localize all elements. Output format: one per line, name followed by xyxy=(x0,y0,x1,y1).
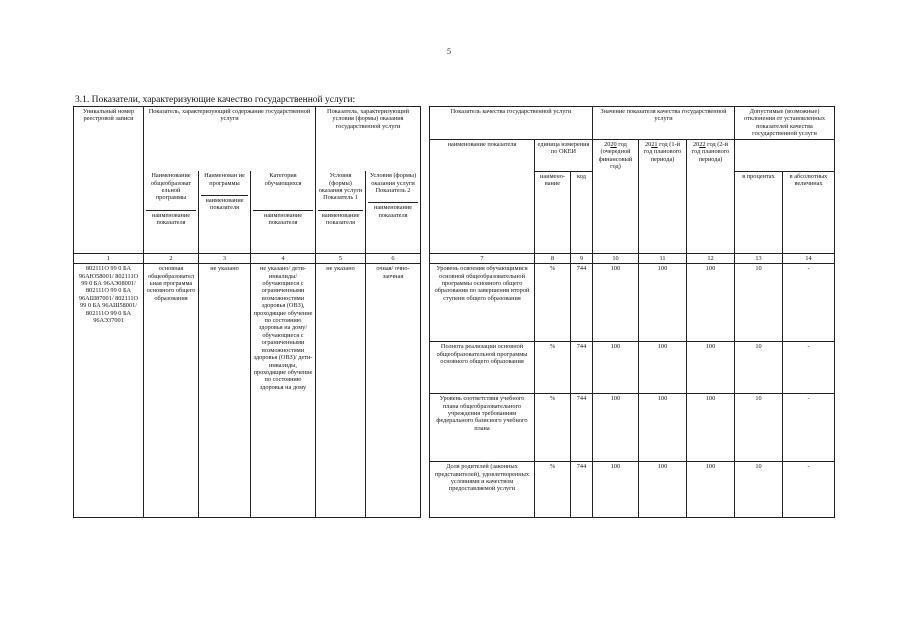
header-indicator-name: наименование показателя xyxy=(430,139,535,253)
program-value: основная общеобразовател ьная программа основного общего образования xyxy=(144,264,199,518)
header-unit-name: наимено-вание xyxy=(535,171,571,253)
condition-2-value: очная/ очно-заочная xyxy=(366,264,421,518)
header-program-name: Наименован ие программы наименование показателя xyxy=(199,171,251,253)
page-number: 5 xyxy=(447,47,451,56)
header-conditions: Показатель, характеризующий условия (формы) оказания государственной услуги xyxy=(316,107,421,140)
indicator-code: 744 xyxy=(571,342,593,394)
indicator-value-1: 100 xyxy=(593,462,639,518)
indicator-deviation-percent: 10 xyxy=(735,342,783,394)
indicator-name: Уровень соответствия учебного плана общеобразовательного учреждения требованиям федерального базисного учебного плана xyxy=(430,394,535,462)
indicator-value-3: 100 xyxy=(687,394,735,462)
indicator-deviation-absolute: - xyxy=(783,462,835,518)
indicator-value-3: 100 xyxy=(687,264,735,342)
quality-indicators-table xyxy=(73,106,835,518)
indicator-unit: % xyxy=(535,394,571,462)
indicator-value-3: 100 xyxy=(687,462,735,518)
indicator-value-1: 100 xyxy=(593,342,639,394)
program-name-value: не указано xyxy=(199,264,251,518)
indicator-name: Уровень освоения обучающимися основной общеобразовательной программы основного общего образования по завершении второй ступени общего образования xyxy=(430,264,535,342)
header-program: Наименование общеобразоват ельной программы наименование показателя xyxy=(144,171,199,253)
category-value: не указано/ дети-инвалиды/ обучающиеся с ограниченными возможностями здоровья (ОВЗ), проходящие обучение по состоянию здоровья на дому/ обучающиеся с ограниченными возможностями здоровья (ОВЗ)/ дети-инвалиды, проходящие обучение по состоянию здоровья на дому xyxy=(251,264,316,518)
column-numbers-row: 1 2 3 4 5 6 7 8 9 10 11 12 13 14 xyxy=(74,253,835,263)
indicator-value-3: 100 xyxy=(687,342,735,394)
header-registry: Уникальный номер реестровой записи xyxy=(74,107,144,254)
header-unit-code: код xyxy=(571,171,593,253)
indicator-value-2: 100 xyxy=(639,264,687,342)
indicator-deviation-percent: 10 xyxy=(735,394,783,462)
indicator-deviation-absolute: - xyxy=(783,264,835,342)
indicator-deviation-absolute: - xyxy=(783,342,835,394)
indicator-deviation-percent: 10 xyxy=(735,264,783,342)
indicator-deviation-percent: 10 xyxy=(735,462,783,518)
indicator-code: 744 xyxy=(571,394,593,462)
header-year1: 2020 год (очередной финансовый год) xyxy=(593,139,639,253)
indicator-value-2: 100 xyxy=(639,462,687,518)
header-content: Показатель, характеризующий содержание государственной услуги xyxy=(144,107,316,140)
indicator-value-2: 100 xyxy=(639,342,687,394)
registry-number: 802111О 99 0 БА 96АЮ58001/ 802111О 99 0 БА 96АЭ08001/ 802111О 99 0 БА 96АШ87001/ 802111О 99 0 БА 96АШ58001/ 802111О 99 0 БА 96АЭ37001 xyxy=(74,264,144,518)
indicator-value-2: 100 xyxy=(639,394,687,462)
condition-1-value: не указано xyxy=(316,264,366,518)
indicator-unit: % xyxy=(535,462,571,518)
indicator-value-1: 100 xyxy=(593,264,639,342)
header-unit: единица измерения по ОКЕИ xyxy=(535,139,593,171)
table-row xyxy=(74,264,835,342)
header-year2: 2021 год (1-й год планового периода) xyxy=(639,139,687,253)
indicator-unit: % xyxy=(535,264,571,342)
header-year3: 2022 год (2-й год планового периода) xyxy=(687,139,735,253)
indicator-deviation-absolute: - xyxy=(783,394,835,462)
indicator-code: 744 xyxy=(571,462,593,518)
header-condition-2: Условия (формы) оказания услуги Показатель 2 наименование показателя xyxy=(366,171,421,253)
header-quality: Показатель качества государственной услуги xyxy=(430,107,593,140)
header-condition-1: Условия (формы) оказания услуги Показатель 1 наименование показателя xyxy=(316,171,366,253)
indicator-unit: % xyxy=(535,342,571,394)
header-in-absolute: в абсолютных величинах xyxy=(783,171,835,253)
section-title: 3.1. Показатели, характеризующие качество государственной услуги: xyxy=(75,95,356,105)
indicator-name: Доля родителей (законных представителей), удовлетворенных условиями и качеством предоставляемой услуги xyxy=(430,462,535,518)
header-category: Категория обучающихся наименование показателя xyxy=(251,171,316,253)
header-in-percent: в процентах xyxy=(735,171,783,253)
indicator-code: 744 xyxy=(571,264,593,342)
header-deviations: Допустимые (возможные) отклонения от установленных показателей качества государственной услуги xyxy=(735,107,835,140)
indicator-name: Полнота реализации основной общеобразовательной программы основного общего образования xyxy=(430,342,535,394)
indicator-value-1: 100 xyxy=(593,394,639,462)
header-values: Значение показателя качества государственной услуги xyxy=(593,107,735,140)
